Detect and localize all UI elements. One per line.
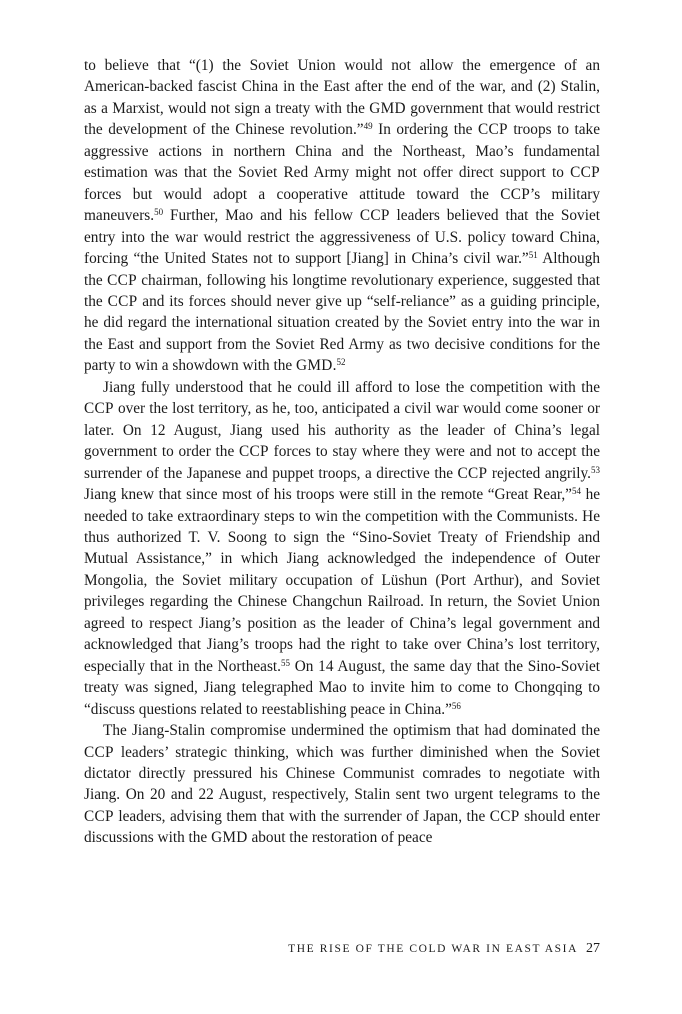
acronym: CCP (107, 292, 138, 310)
acronym: GMD (296, 357, 333, 375)
text-run: Jiang fully understood that he could ill afford to lose the competition with the (103, 378, 600, 396)
paragraph-1 (84, 55, 600, 377)
text-run: should enter discussions with the (84, 807, 600, 847)
acronym: CCP (570, 164, 600, 182)
footnote-ref: 55 (280, 657, 290, 668)
text-run: leaders believed that the Soviet entry into the war would restrict the aggressiveness of U.S. policy toward China, forcing “the United States not to support [Jiang] in China’s civil war.” (84, 207, 600, 268)
text-run: Although the (84, 250, 600, 289)
acronym: CCP (84, 743, 114, 761)
acronym: CCP (239, 443, 269, 461)
acronym: CCP (359, 207, 390, 225)
text-run: government that would restrict the development of the Chinese revolution.” (84, 99, 601, 139)
page-number: 27 (586, 941, 600, 956)
acronym: GMD (369, 99, 406, 117)
footnote-ref: 56 (451, 700, 461, 711)
footnote-ref: 52 (336, 357, 346, 368)
text-run: chairman, following his longtime revolutionary experience, suggested that the (84, 271, 601, 310)
text-run: to believe that “(1) the Soviet Union would not allow the emergence of an American-backed fascist China in the East after the end of the war, and (2) Stalin, as a Marxist, would not sign a treaty with the (84, 57, 600, 117)
running-footer (288, 941, 600, 957)
text-run: On 14 August, the same day that the Sino-Soviet treaty was signed, Jiang telegraphed Mao to invite him to come to Chongqing to “discuss questions related to reestablishing peace in China.” (84, 657, 600, 718)
acronym: CCP (84, 400, 114, 418)
text-run: over the lost territory, as he, too, anticipated a civil war would come sooner or later. On 12 August, Jiang used his authority as the leader of China’s legal government to order the (84, 400, 600, 461)
text-run: In ordering the (372, 121, 478, 139)
text-run: forces to stay where they were and not to accept the surrender of the Japanese and puppet troops, a directive the (84, 443, 600, 482)
text-run: rejected angrily. (487, 464, 591, 482)
body-text (84, 55, 600, 849)
acronym: CCP (477, 121, 508, 139)
text-run: Further, Mao and his fellow (163, 207, 360, 225)
text-run: . (332, 357, 337, 375)
text-run: leaders’ strategic thinking, which was further diminished when the Soviet dictator directly pressured his Chinese Communist comrades to negotiate with Jiang. On 20 and 22 August, respectively, Stalin sent two urgent telegrams to the (84, 743, 600, 804)
text-run: he needed to take extraordinary steps to win the competition with the Communists. He thus authorized T. V. Soong to sign the “Sino-Soviet Treaty of Friendship and Mutual Assistance,” in which Jiang acknowledged the independence of Outer Mongolia, the Soviet military occupation of Lüshun (Port Arthur), and Soviet privileges regarding the Chinese Changchun Railroad. In return, the Soviet Union agreed to respect Jiang’s position as the leader of China’s legal government and acknowledged that Jiang’s troops had the right to take over China’s lost territory, especially that in the Northeast. (84, 486, 601, 675)
text-run: leaders, advising them that with the surrender of Japan, the (113, 807, 490, 825)
footnote-ref: 53 (590, 464, 600, 475)
text-run: about the restoration of peace (247, 829, 433, 847)
acronym: CCP (84, 807, 114, 825)
acronym: GMD (211, 829, 248, 847)
acronym: CCP (107, 271, 137, 289)
text-run: forces but would adopt a cooperative attitude toward the (84, 185, 501, 203)
paragraph-3 (84, 720, 600, 849)
footnote-ref: 49 (363, 121, 373, 132)
acronym: CCP (500, 185, 531, 203)
paragraph-2 (84, 377, 600, 720)
footnote-ref: 50 (154, 207, 164, 218)
running-title: THE RISE OF THE COLD WAR IN EAST ASIA (288, 943, 578, 955)
text-run: and its forces should never give up “self-reliance” as a guiding principle, he did regard the international situation created by the Soviet entry into the war in the East and support from the Soviet Red Army as two decisive conditions for the party to win a showdown with the (84, 292, 600, 375)
text-run: Jiang knew that since most of his troops were still in the remote “Great Rear,” (84, 486, 572, 504)
acronym: CCP (489, 807, 520, 825)
text-run: troops to take aggressive actions in northern China and the Northeast, Mao’s fundamental estimation was that the Soviet Red Army might not offer direct support to (84, 121, 600, 182)
text-run: ’s military maneuvers. (84, 185, 600, 225)
footnote-ref: 51 (528, 250, 538, 261)
acronym: CCP (457, 464, 488, 482)
text-run: The Jiang-Stalin compromise undermined the optimism that had dominated the (103, 722, 600, 740)
footnote-ref: 54 (571, 486, 581, 497)
